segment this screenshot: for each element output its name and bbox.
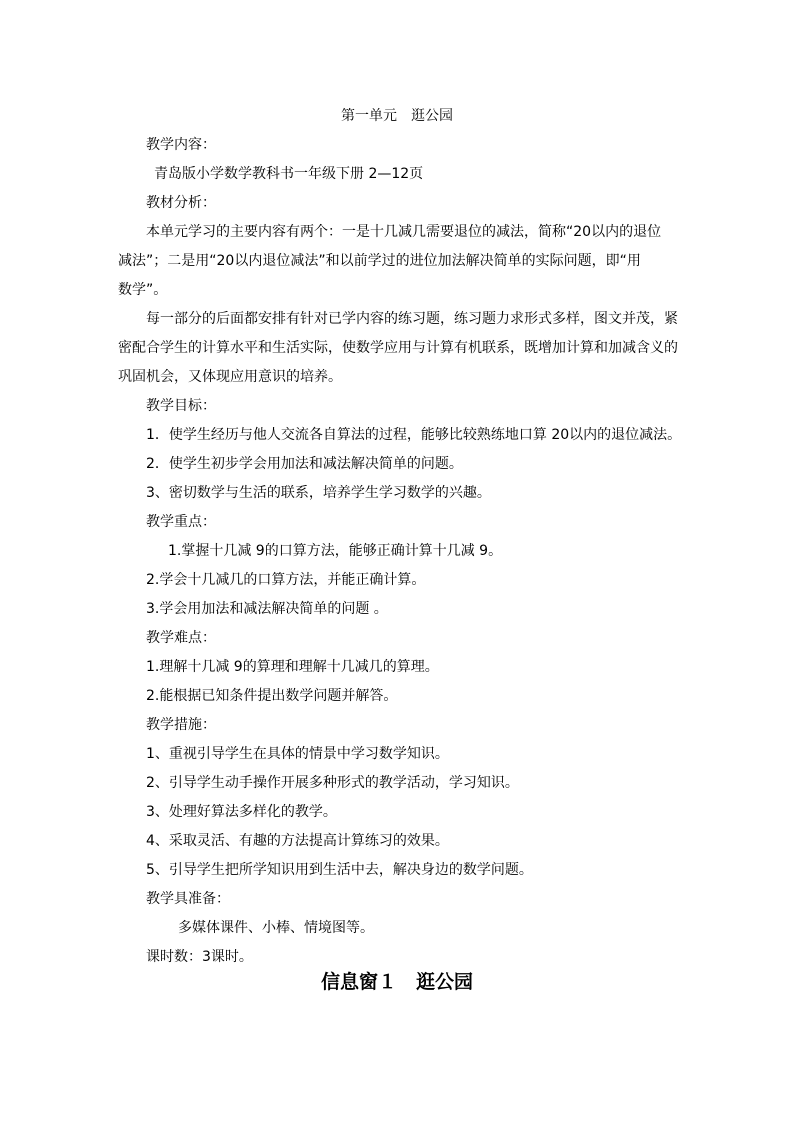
key-point: 3.学会用加法和减法解决简单的问题 。 xyxy=(146,601,388,617)
content-heading: 教学内容： xyxy=(146,137,216,153)
goal-item: 2．使学生初步学会用加法和减法解决简单的问题。 xyxy=(146,456,463,472)
analysis-heading: 教材分析： xyxy=(146,195,216,211)
content-text: 青岛版小学数学教科书一年级下册 2—12页 xyxy=(154,166,424,182)
measure-item: 4、采取灵活、有趣的方法提高计算练习的效果。 xyxy=(146,833,449,849)
measure-item: 3、处理好算法多样化的教学。 xyxy=(146,804,337,820)
analysis-p1-line2: 减法”；二是用“20以内退位减法”和以前学过的进位加法解决简单的实际问题，即“用 xyxy=(118,253,641,269)
measures-heading: 教学措施： xyxy=(146,717,216,733)
tools-heading: 教学具准备： xyxy=(146,891,230,907)
key-heading: 教学重点： xyxy=(146,514,216,530)
analysis-p1-line3: 数学”。 xyxy=(118,282,168,298)
analysis-p2-line2: 密配合学生的计算水平和生活实际，使数学应用与计算有机联系，既增加计算和加减含义的 xyxy=(118,340,678,356)
tools-text: 多媒体课件、小棒、情境图等。 xyxy=(178,920,374,936)
difficult-heading: 教学难点： xyxy=(146,630,216,646)
difficult-point: 2.能根据已知条件提出数学问题并解答。 xyxy=(146,688,398,704)
measure-item: 2、引导学生动手操作开展多种形式的教学活动，学习知识。 xyxy=(146,775,519,791)
goal-item: 1．使学生经历与他人交流各自算法的过程，能够比较熟练地口算 20以内的退位减法。 xyxy=(146,427,682,443)
key-point: 2.学会十几减几的口算方法，并能正确计算。 xyxy=(146,572,426,588)
class-hours: 课时数：3课时。 xyxy=(146,949,253,965)
analysis-p1-line1: 本单元学习的主要内容有两个：一是十几减几需要退位的减法，简称“20以内的退位 xyxy=(146,224,662,240)
key-point: 1.掌握十几减 9的口算方法，能够正确计算十几减 9。 xyxy=(168,543,503,559)
goal-item: 3、密切数学与生活的联系，培养学生学习数学的兴趣。 xyxy=(146,485,491,501)
unit-title: 第一单元 逛公园 xyxy=(341,108,453,124)
measure-item: 5、引导学生把所学知识用到生活中去，解决身边的数学问题。 xyxy=(146,862,533,878)
analysis-p2-line1: 每一部分的后面都安排有针对已学内容的练习题，练习题力求形式多样，图文并茂，紧 xyxy=(146,311,678,327)
measure-item: 1、重视引导学生在具体的情景中学习数学知识。 xyxy=(146,746,449,762)
difficult-point: 1.理解十几减 9的算理和理解十几减几的算理。 xyxy=(146,659,439,675)
analysis-p2-line3: 巩固机会，又体现应用意识的培养。 xyxy=(118,369,342,385)
goals-heading: 教学目标： xyxy=(146,398,216,414)
section-title: 信息窗１ 逛公园 xyxy=(320,971,473,993)
